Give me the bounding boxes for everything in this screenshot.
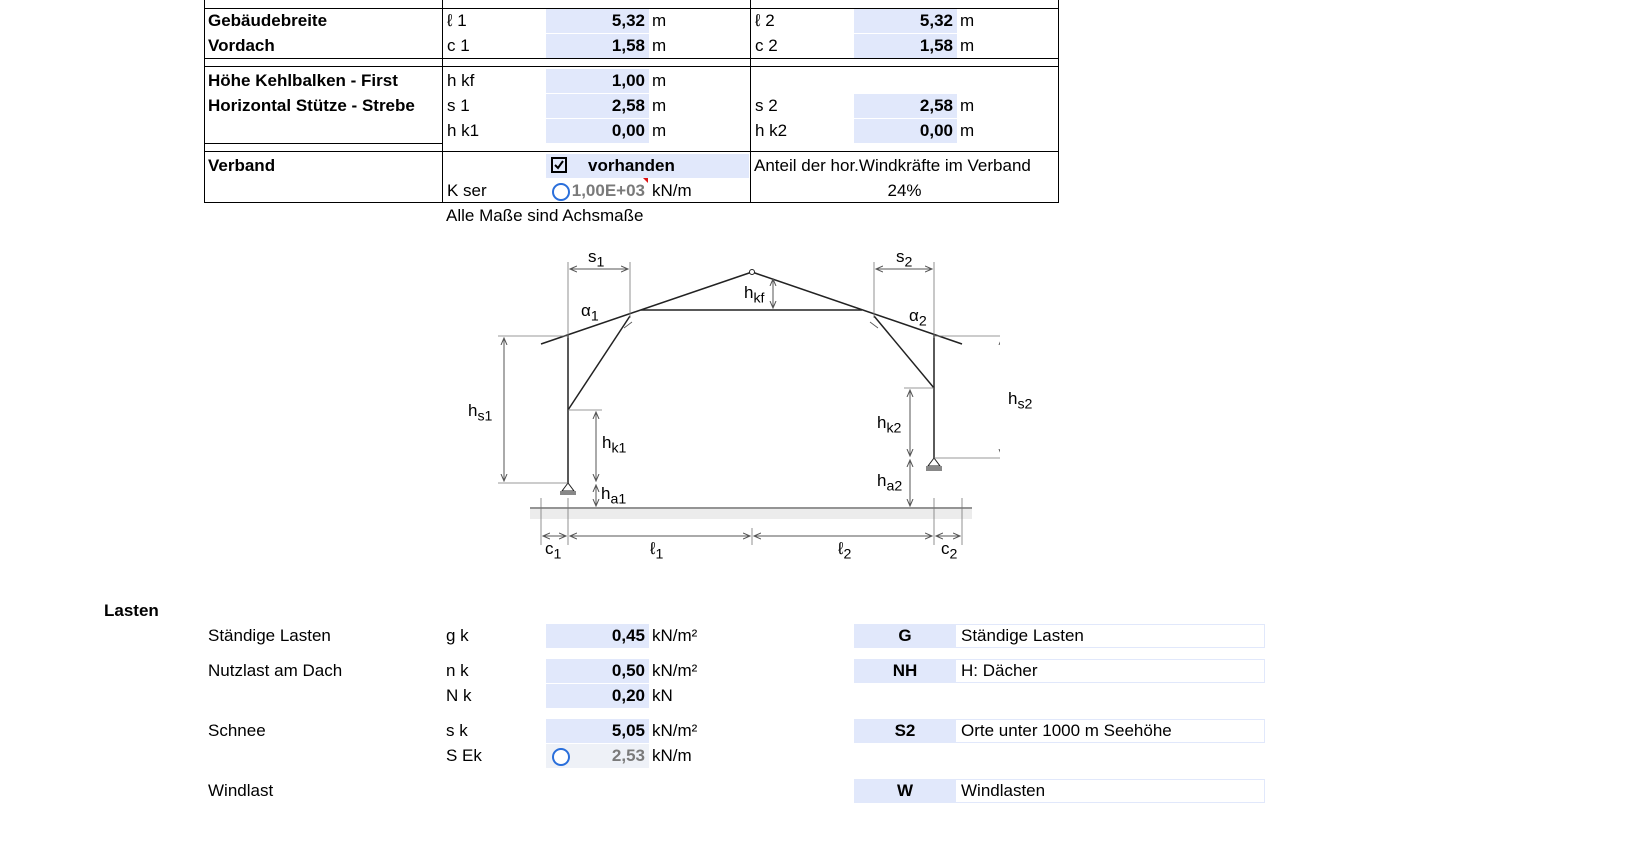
symbol-l1: ℓ 1	[447, 11, 467, 30]
note-achsmasse: Alle Maße sind Achsmaße	[446, 206, 644, 225]
unit-l2: m	[960, 11, 975, 30]
unit-c2: m	[960, 36, 975, 55]
load-desc-w: Windlasten	[955, 779, 1265, 803]
verband-checkbox-row[interactable]	[546, 154, 749, 178]
load-desc-nh: H: Dächer	[955, 659, 1265, 683]
diagram-label-hs1: $h_{s1}$	[468, 401, 493, 425]
label-vordach: Vordach	[208, 36, 275, 55]
value-kser: 1,00E+03	[571, 181, 645, 200]
symbol-l2: ℓ 2	[755, 11, 775, 30]
input-l2[interactable]: 5,32	[854, 9, 957, 33]
frame-diagram	[460, 235, 1033, 580]
diagram-label-ha1: $h_{a1}$	[601, 484, 627, 508]
table-border	[204, 66, 1059, 67]
diagram-label-s2: $s_2$	[896, 247, 913, 271]
load-symbol-Nk: N k	[446, 686, 472, 705]
input-s2[interactable]: 2,58	[854, 94, 957, 118]
diagram-label-l1: ℓ$_1$	[650, 539, 664, 563]
label-gebaeudebreite: Gebäudebreite	[208, 11, 328, 30]
label-hoehe-kehlbalken: Höhe Kehlbalken - First	[208, 71, 398, 90]
load-label-schnee: Schnee	[208, 721, 266, 740]
unit-hkf: m	[652, 71, 667, 90]
symbol-c1: c 1	[447, 36, 470, 55]
table-border	[750, 0, 751, 203]
unit-c1: m	[652, 36, 667, 55]
value-sek: 2,53	[611, 746, 645, 765]
input-l1[interactable]: 5,32	[546, 9, 649, 33]
load-desc-g: Ständige Lasten	[955, 624, 1265, 648]
input-Nk[interactable]: 0,20	[546, 684, 649, 708]
symbol-hk2: h k2	[755, 121, 788, 140]
unit-kser: kN/m	[652, 181, 692, 200]
check-icon	[553, 159, 565, 171]
diagram-label-c1: $c_1$	[545, 539, 562, 563]
input-s1[interactable]: 2,58	[546, 94, 649, 118]
table-border	[204, 151, 1059, 152]
input-nk[interactable]: 0,50	[546, 659, 649, 683]
symbol-kser: K ser	[447, 181, 487, 200]
unit-hk1: m	[652, 121, 667, 140]
label-horizontal-stuetze: Horizontal Stütze - Strebe	[208, 96, 415, 115]
diagram-label-hk2: $h_{k2}$	[877, 413, 902, 437]
anteil-label: Anteil der hor.Windkräfte im Verband	[754, 156, 1031, 175]
table-border	[204, 143, 442, 144]
lasten-title: Lasten	[104, 601, 159, 620]
table-border	[204, 58, 1059, 59]
load-symbol-sek: S Ek	[446, 746, 482, 765]
diagram-label-l2: ℓ$_2$	[838, 539, 852, 563]
symbol-s2: s 2	[755, 96, 778, 115]
load-label-windlast: Windlast	[208, 781, 274, 800]
table-border	[204, 0, 205, 203]
input-c2[interactable]: 1,58	[854, 34, 957, 58]
input-gk[interactable]: 0,45	[546, 624, 649, 648]
diagram-label-alpha2: $\alpha_2$	[909, 306, 927, 330]
unit-s1: m	[652, 96, 667, 115]
unit-s2: m	[960, 96, 975, 115]
load-code-nh[interactable]: NH	[854, 659, 956, 683]
frame-diagram-svg	[460, 235, 1000, 580]
verband-checkbox-label: vorhanden	[588, 156, 675, 175]
anteil-value: 24%	[887, 181, 922, 200]
symbol-hk1: h k1	[447, 121, 480, 140]
unit-l1: m	[652, 11, 667, 30]
input-c1[interactable]: 1,58	[546, 34, 649, 58]
load-symbol-gk: g k	[446, 626, 469, 645]
comment-marker-icon	[643, 178, 648, 183]
load-symbol-sk: s k	[446, 721, 468, 740]
load-desc-s2: Orte unter 1000 m Seehöhe	[955, 719, 1265, 743]
unit-sek: kN/m	[652, 746, 692, 765]
diagram-label-hs2: $h_{s2}$	[1008, 389, 1033, 413]
unit-hk2: m	[960, 121, 975, 140]
unit-sk: kN/m²	[652, 721, 698, 740]
diagram-label-alpha1: $\alpha_1$	[581, 301, 599, 325]
diagram-label-hk1: $h_{k1}$	[602, 433, 627, 457]
input-sk[interactable]: 5,05	[546, 719, 649, 743]
diagram-label-ha2: $h_{a2}$	[877, 471, 903, 495]
unit-nk: kN/m²	[652, 661, 698, 680]
table-border	[442, 0, 443, 203]
diagram-label-s1: $s_1$	[588, 247, 605, 271]
table-border	[1058, 0, 1059, 203]
load-code-s2[interactable]: S2	[854, 719, 956, 743]
input-hk1[interactable]: 0,00	[546, 119, 649, 143]
load-code-w[interactable]: W	[854, 779, 956, 803]
load-label-nutzlast: Nutzlast am Dach	[208, 661, 343, 680]
load-label-staendige: Ständige Lasten	[208, 626, 331, 645]
unit-Nk: kN	[652, 686, 673, 705]
symbol-hkf: h kf	[447, 71, 475, 90]
diagram-label-c2: $c_2$	[941, 539, 958, 563]
symbol-c2: c 2	[755, 36, 778, 55]
load-code-g[interactable]: G	[854, 624, 956, 648]
input-hk2[interactable]: 0,00	[854, 119, 957, 143]
label-verband: Verband	[208, 156, 276, 175]
diagram-label-hkf: $h_{kf}$	[744, 283, 765, 307]
unit-gk: kN/m²	[652, 626, 698, 645]
verband-checkbox[interactable]	[551, 157, 567, 173]
symbol-s1: s 1	[447, 96, 470, 115]
input-hkf[interactable]: 1,00	[546, 69, 649, 93]
load-symbol-nk: n k	[446, 661, 469, 680]
